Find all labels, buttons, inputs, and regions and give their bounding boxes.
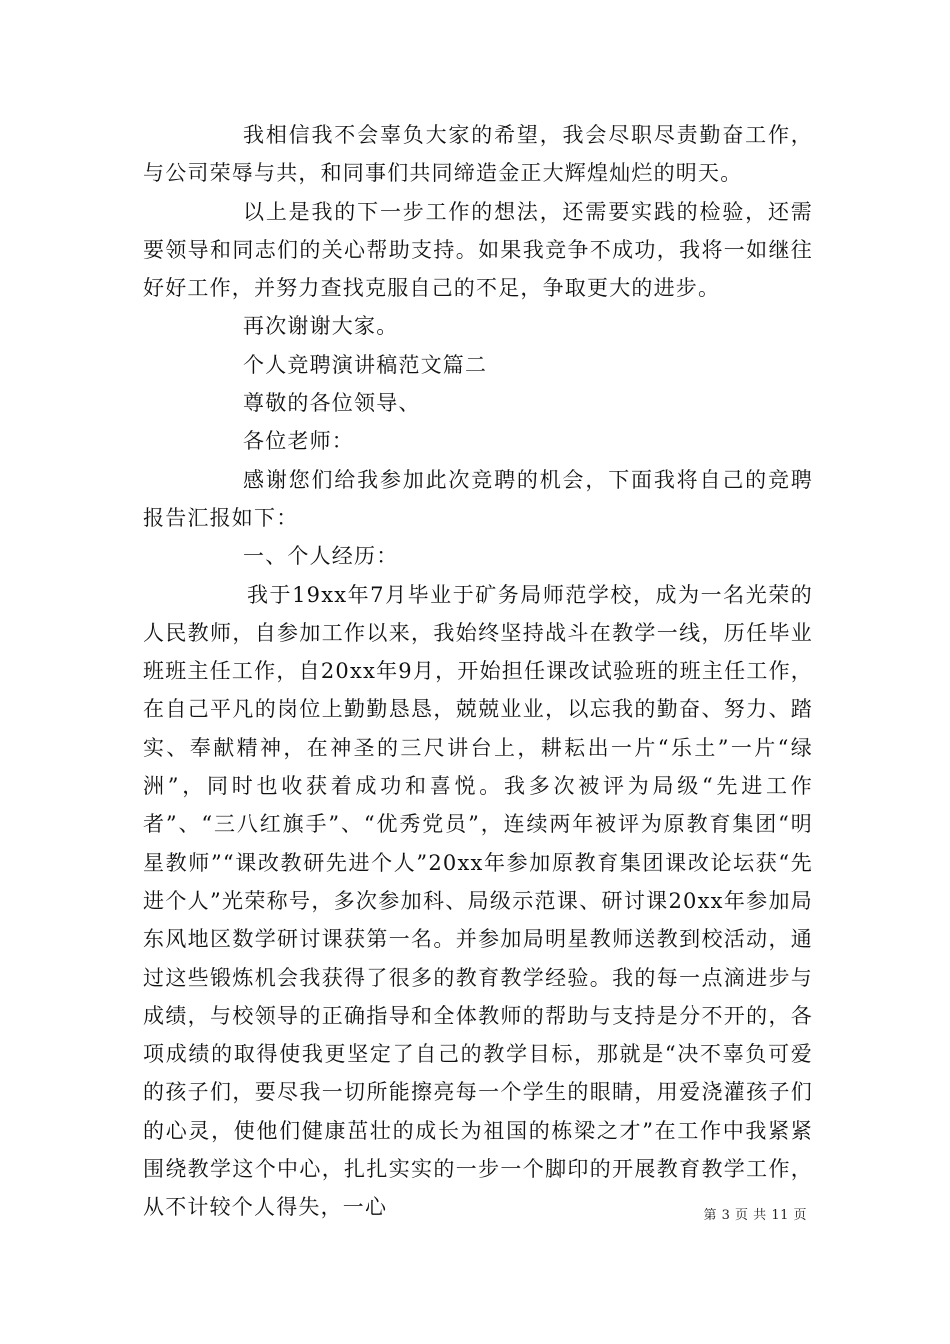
salutation-teachers: 各位老师： [243,429,354,454]
paragraph-experience: 我于19xx年7月毕业于矿务局师范学校，成为一名光荣的人民教师，自参加工作以来，我始终坚持战斗在教学一线，历任毕业班班主任工作，自20xx年9月，开始担任课改试验班的班主任工作，在自己平凡的岗位上勤勤恳恳，兢兢业业，以忘我的勤奋、努力、踏实、奉献精神，在神圣的三尺讲台上，耕耘出一片“乐土”一片“绿洲”，同时也收获着成功和喜悦。我多次被评为局级“先进工作者”、“三八红旗手”、“优秀党员”，连续两年被评为原教育集团“明星教师”“课改教研先进个人”20xx年参加原教育集团课改论坛获“先进个人”光荣称号，多次参加科、局级示范课、研讨课20xx年参加局东风地区数学研讨课获第一名。并参加局明星教师送教到校活动，通过这些锻炼机会我获得了很多的教育教学经验。我的每一点滴进步与成绩，与校领导的正确指导和全体教师的帮助与支持是分不开的，各项成绩的取得使我更坚定了自己的教学目标，那就是“决不辜负可爱的孩子们，要尽我一切所能擦亮每一个学生的眼睛，用爱浇灌孩子们的心灵，使他们健康茁壮的成长为祖国的栋梁之才”在工作中我紧紧围绕教学这个中心，扎扎实实的一步一个脚印的开展教育教学工作，从不计较个人得失，一心 [143,582,813,1220]
paragraph-thanks: 再次谢谢大家。 [243,314,399,339]
subheading-experience: 一、个人经历： [243,544,399,569]
salutation-leaders: 尊敬的各位领导、 [243,391,421,416]
section-heading: 个人竞聘演讲稿范文篇二 [243,352,488,377]
paragraph-intro: 感谢您们给我参加此次竞聘的机会，下面我将自己的竞聘报告汇报如下： [143,467,813,530]
paragraph-closing-pledge: 我相信我不会辜负大家的希望，我会尽职尽责勤奋工作，与公司荣辱与共，和同事们共同缔造金正大辉煌灿烂的明天。 [143,123,813,186]
page-number: 第 3 页 共 11 页 [703,1208,807,1223]
paragraph-next-steps: 以上是我的下一步工作的想法，还需要实践的检验，还需要领导和同志们的关心帮助支持。如果我竞争不成功，我将一如继往好好工作，并努力查找克服自己的不足，争取更大的进步。 [143,199,813,301]
document-body [143,116,813,1227]
